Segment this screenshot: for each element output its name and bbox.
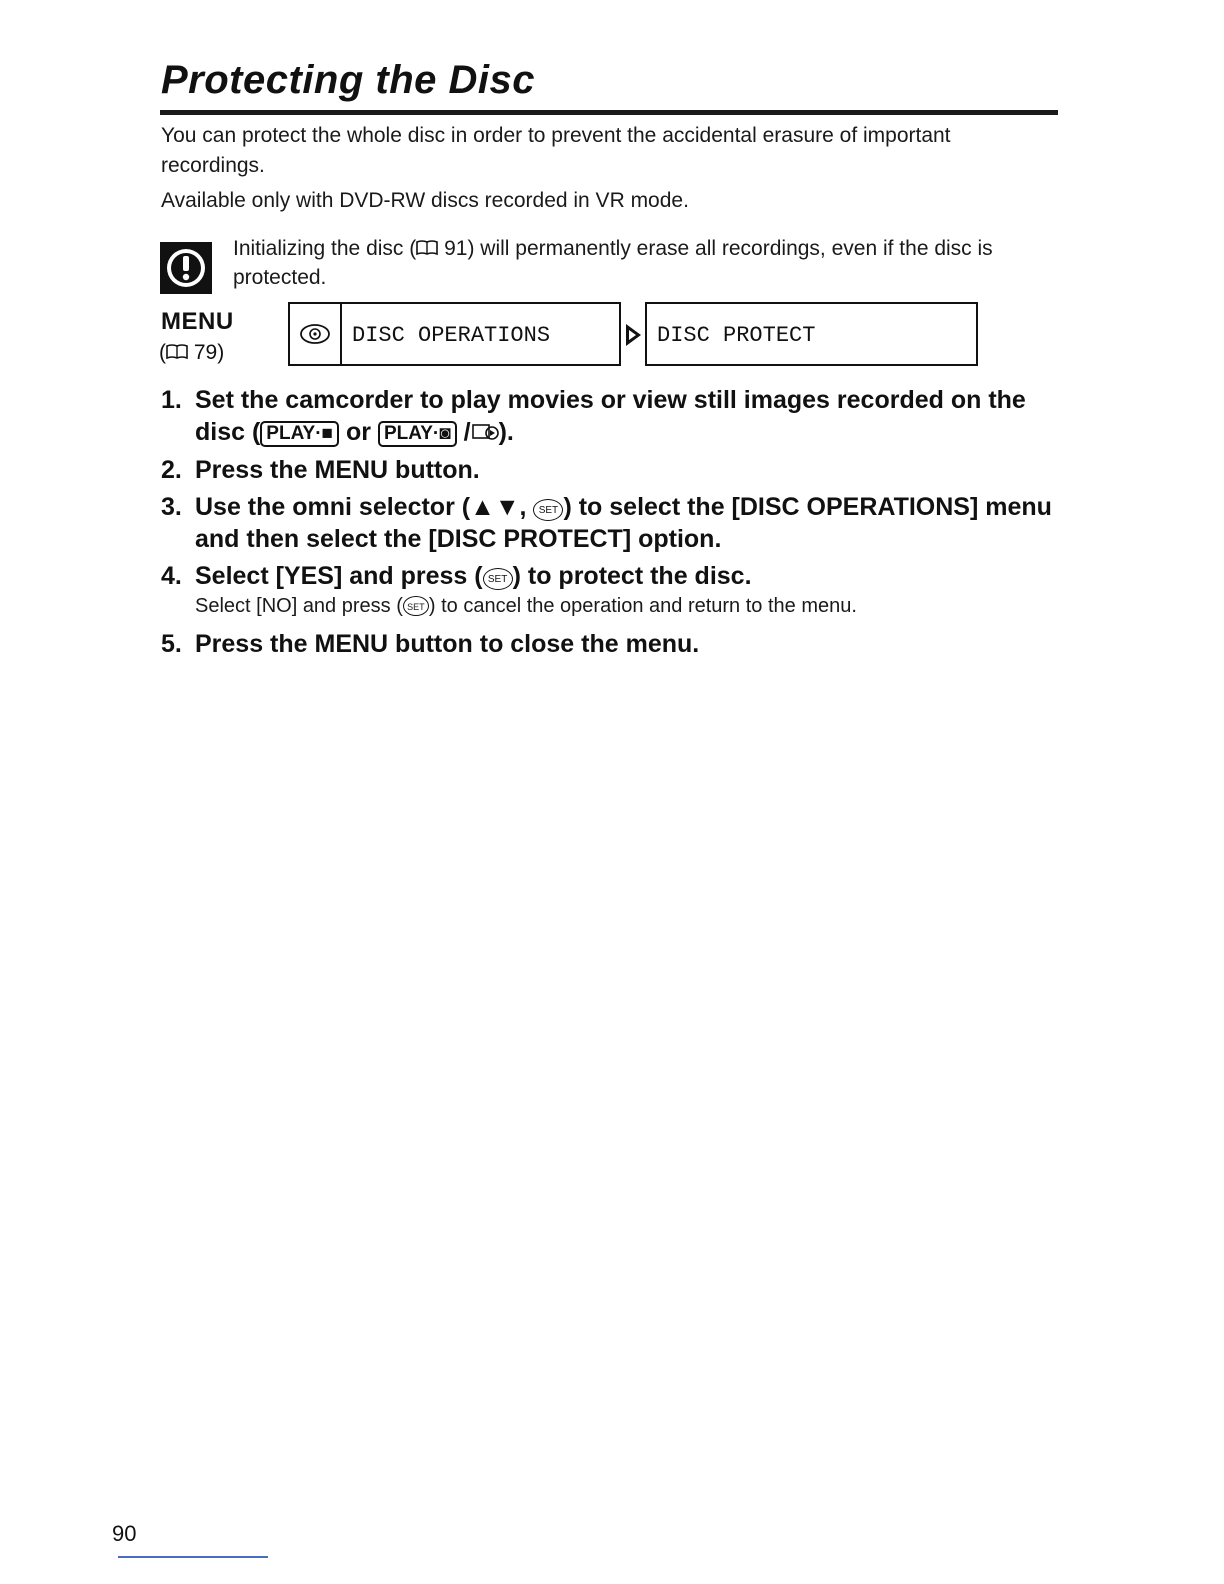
step-4: 4. Select [YES] and press ( SET ) to protect the disc. (161, 562, 752, 590)
menu-page-ref: ( 79) (159, 341, 225, 364)
menu-box-label: DISC PROTECT (657, 323, 816, 348)
footer-rule (118, 1556, 268, 1558)
step-5: 5. Press the MENU button to close the menu. (161, 630, 700, 658)
play-photo-mode-badge: PLAY·◙ (378, 421, 457, 447)
title-rule (160, 110, 1058, 115)
book-icon (166, 344, 188, 360)
set-button-icon: SET (533, 499, 563, 521)
page-title: Protecting the Disc (161, 58, 536, 102)
menu-path-disc-operations (288, 302, 621, 366)
step-4-note: Select [NO] and press ( SET ) to cancel the operation and return to the menu. (195, 595, 857, 617)
caution-page-ref: 91 (444, 237, 468, 260)
menu-path-disc-protect (645, 302, 978, 366)
steps-list (161, 384, 1061, 660)
caution-icon (160, 242, 212, 294)
slideshow-icon (471, 422, 499, 442)
arrow-right-icon (623, 322, 643, 348)
play-movie-mode-badge: PLAY·■ (260, 421, 339, 447)
disc-icon (290, 304, 342, 364)
menu-box-label: DISC OPERATIONS (352, 323, 551, 348)
set-button-icon: SET (483, 568, 513, 590)
step-1: 1. Set the camcorder to play movies or view still images recorded on the disc ( PLAY·■ or PLAY·◙ / ). (161, 386, 1026, 446)
step-3: 3. Use the omni selector (▲▼, SET ) to select the [DISC OPERATIONS] menu and then select the [DISC PROTECT] option. (161, 493, 1052, 553)
page-number: 90 (112, 1521, 137, 1546)
book-icon (416, 240, 438, 256)
availability-note: Available only with DVD-RW discs recorded in VR mode. (161, 189, 689, 212)
step-2: 2. Press the MENU button. (161, 456, 480, 484)
menu-label: MENU (161, 308, 234, 335)
intro-paragraph: You can protect the whole disc in order to prevent the accidental erasure of important recordings. (161, 124, 951, 177)
set-button-icon: SET (403, 596, 429, 616)
caution-text: Initializing the disc ( 91) will permanently erase all recordings, even if the disc is protected. (233, 237, 993, 289)
